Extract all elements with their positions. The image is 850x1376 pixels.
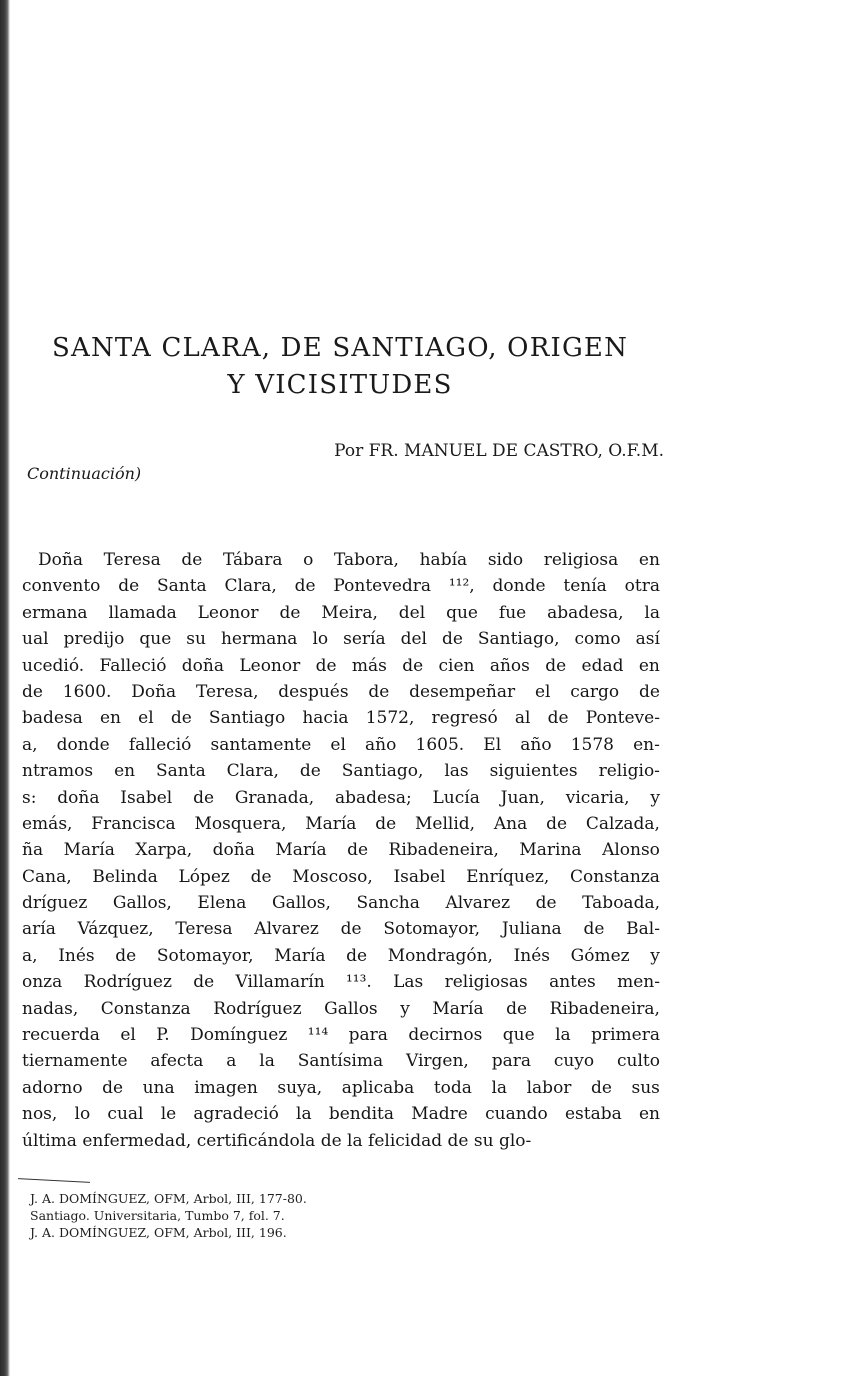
page-spine-edge [0,0,10,1376]
body-line: a, Inés de Sotomayor, María de Mondragón, Inés Gómez y [22,945,660,966]
body-line: a, donde falleció santamente el año 1605. El año 1578 en- [22,734,660,755]
body-line: nos, lo cual le agradeció la bendita Madre cuando estaba en [22,1104,660,1125]
body-line: ntramos en Santa Clara, de Santiago, las siguientes religio- [22,761,660,782]
body-line: de 1600. Doña Teresa, después de desempeñar el cargo de [22,681,660,702]
body-line: ña María Xarpa, doña María de Ribadeneira, Marina Alonso [22,840,660,861]
body-line: última enfermedad, certificándola de la felicidad de su glo- [22,1130,532,1151]
footnote-divider [18,1178,90,1183]
body-line: dríguez Gallos, Elena Gallos, Sancha Alvarez de Taboada, [22,893,660,914]
author-byline: Por FR. MANUEL DE CASTRO, O.F.M. [334,441,664,461]
footnote: J. A. DOMÍNGUEZ, OFM, Arbol, III, 177-80. [30,1191,307,1206]
body-line: nadas, Constanza Rodríguez Gallos y María de Ribadeneira, [22,998,660,1019]
footnote: Santiago. Universitaria, Tumbo 7, fol. 7. [30,1208,285,1223]
body-line: ermana llamada Leonor de Meira, del que fue abadesa, la [22,602,660,623]
body-line: recuerda el P. Domínguez ¹¹⁴ para decirnos que la primera [22,1025,660,1046]
footnotes [30,1190,550,1241]
body-line: convento de Santa Clara, de Pontevedra ¹¹², donde tenía otra [22,576,660,597]
body-line: aría Vázquez, Teresa Alvarez de Sotomayor, Juliana de Bal- [22,919,660,940]
body-line: emás, Francisca Mosquera, María de Mellid, Ana de Calzada, [22,813,660,834]
body-line: badesa en el de Santiago hacia 1572, regresó al de Ponteve- [22,708,660,729]
body-line: onza Rodríguez de Villamarín ¹¹³. Las religiosas antes men- [22,972,660,993]
body-line: adorno de una imagen suya, aplicaba toda la labor de sus [22,1077,660,1098]
body-line: s: doña Isabel de Granada, abadesa; Lucía Juan, vicaria, y [22,787,660,808]
continuation-note: Continuación) [27,464,142,483]
title-line-1: SANTA CLARA, DE SANTIAGO, ORIGEN [51,333,629,363]
article-title [40,330,640,404]
body-line: tiernamente afecta a la Santísima Virgen, para cuyo culto [22,1051,660,1072]
body-line: Doña Teresa de Tábara o Tabora, había sido religiosa en [38,550,660,570]
body-text [22,547,660,1154]
body-line: Cana, Belinda López de Moscoso, Isabel Enríquez, Constanza [22,866,660,887]
title-line-2: Y VICISITUDES [227,370,453,400]
footnote: J. A. DOMÍNGUEZ, OFM, Arbol, III, 196. [30,1225,287,1240]
body-line: ucedió. Falleció doña Leonor de más de cien años de edad en [22,655,660,676]
body-line: ual predijo que su hermana lo sería del de Santiago, como así [22,629,660,650]
